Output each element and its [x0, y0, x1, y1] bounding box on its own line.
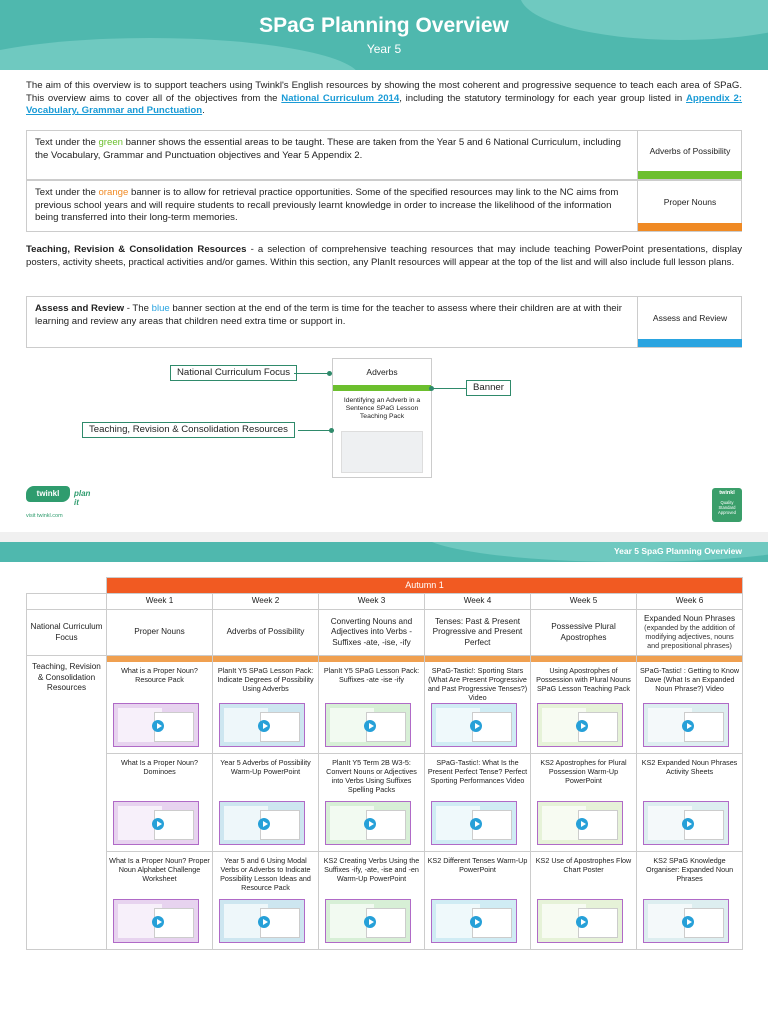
resource-thumbnail[interactable]	[431, 801, 517, 845]
trc-heading: Teaching, Revision & Consolidation Resources	[26, 244, 247, 255]
resource-thumbnail[interactable]	[431, 899, 517, 943]
key-green-box	[26, 130, 742, 180]
corner-cell	[27, 594, 107, 610]
resource-thumbnail[interactable]	[537, 801, 623, 845]
nc-focus-label: National Curriculum Focus	[27, 610, 107, 656]
resources-body	[27, 656, 743, 950]
resource-cell	[425, 754, 531, 852]
play-icon	[576, 720, 588, 732]
callout-nc-focus: National Curriculum Focus	[170, 365, 297, 381]
key-text: - The	[124, 303, 152, 314]
play-icon	[258, 818, 270, 830]
trc-label: Teaching, Revision & Consolidation Resources	[27, 656, 107, 950]
page-title: SPaG Planning Overview	[259, 14, 509, 37]
term-row	[27, 578, 743, 594]
resource-thumbnail[interactable]	[219, 801, 305, 845]
green-banner	[638, 171, 742, 179]
trc-paragraph	[26, 244, 742, 269]
planning-table	[26, 577, 743, 950]
play-icon	[364, 720, 376, 732]
corner-cell	[27, 578, 107, 594]
resource-thumbnail[interactable]	[643, 899, 729, 943]
key-text: Text under the	[35, 137, 99, 148]
play-icon	[152, 916, 164, 928]
resource-title[interactable]: What Is a Proper Noun? Proper Noun Alphabet Challenge Worksheet	[109, 856, 210, 883]
resource-title[interactable]: KS2 Use of Apostrophes Flow Chart Poster	[535, 856, 632, 874]
resource-cell	[531, 852, 637, 950]
resource-title[interactable]: PlanIt Y5 SPaG Lesson Pack: Suffixes -ate -ise -ify	[323, 666, 420, 684]
resource-thumbnail[interactable]	[643, 703, 729, 747]
resource-title[interactable]: KS2 Creating Verbs Using the Suffixes -ify, -ate, -ise and -en Warm-Up PowerPoint	[323, 856, 420, 883]
nc-focus-row	[27, 610, 743, 656]
play-icon	[470, 720, 482, 732]
badge-brand: twinkl	[719, 490, 735, 496]
page-header	[0, 0, 768, 70]
resource-cell	[213, 754, 319, 852]
focus-cell	[531, 610, 637, 656]
example-card-resource: Identifying an Adverb in a Sentence SPaG Lesson Teaching Pack	[343, 397, 421, 421]
resource-cell	[107, 852, 213, 950]
example-card	[332, 358, 432, 478]
key-text: banner shows the essential areas to be taught. These are taken from the Year 5 and 6 National Curriculum, including the Vocabulary, Grammar and Punctuation objectives and Year 5 Appendix 2.	[35, 137, 621, 161]
resource-title[interactable]: PlanIt Y5 Term 2B W3-5: Convert Nouns or Adjectives into Verbs Using Suffixes Spelling Packs	[326, 758, 417, 794]
callout-trc: Teaching, Revision & Consolidation Resources	[82, 422, 295, 438]
key-text: Text under the	[35, 187, 99, 198]
trc-text: - a selection of comprehensive teaching resources that may include teaching PowerPoint presentations, display posters, activity sheets, practical activities and/or games. Within this section, any PlanIt resources will appear at the top of the list and will also include full lesson plans.	[26, 244, 743, 268]
focus-title: Expanded Noun Phrases	[644, 614, 736, 624]
resource-title[interactable]: What Is a Proper Noun? Dominoes	[120, 758, 199, 776]
play-icon	[258, 916, 270, 928]
resource-title[interactable]: SPaG-Tastic! : Getting to Know Dave (What Is an Expanded Noun Phrase?) Video	[639, 666, 740, 693]
blue-word: blue	[151, 303, 170, 314]
week-heading: Week 1	[107, 594, 213, 610]
resource-thumbnail[interactable]	[537, 703, 623, 747]
resource-title[interactable]: PlanIt Y5 SPaG Lesson Pack: Indicate Degrees of Possibility Using Adverbs	[217, 666, 314, 693]
resource-cell	[319, 852, 425, 950]
week-heading: Week 4	[425, 594, 531, 610]
resource-title[interactable]: What is a Proper Noun? Resource Pack	[121, 666, 198, 684]
resource-title[interactable]: SPaG-Tastic!: Sporting Stars (What Are Present Progressive and Past Progressive Tenses?) Video	[427, 666, 528, 702]
connector-dot	[329, 428, 334, 433]
green-word: green	[98, 137, 124, 148]
appendix-2-link[interactable]: Appendix 2: Vocabulary, Grammar and Punctuation	[26, 92, 743, 116]
play-icon	[682, 818, 694, 830]
focus-title: Converting Nouns and Adjectives into Verbs - Suffixes -ate, -ise, -ify	[330, 617, 413, 647]
focus-cell	[213, 610, 319, 656]
play-icon	[470, 916, 482, 928]
resource-cell	[107, 754, 213, 852]
intro-paragraph	[26, 80, 742, 118]
orange-banner	[638, 223, 742, 231]
key-blue-text	[35, 303, 629, 328]
resource-thumbnail[interactable]	[325, 801, 411, 845]
focus-cell	[107, 610, 213, 656]
resource-title[interactable]: Using Apostrophes of Possession with Plural Nouns SPaG Lesson Teaching Pack	[536, 666, 631, 693]
resource-thumbnail[interactable]	[113, 703, 199, 747]
resource-title[interactable]: KS2 Different Tenses Warm-Up PowerPoint	[427, 856, 528, 874]
play-icon	[364, 818, 376, 830]
website-url[interactable]: visit twinkl.com	[26, 513, 63, 519]
resource-cell	[637, 656, 743, 754]
key-orange-box	[26, 180, 742, 232]
resource-thumbnail[interactable]	[219, 703, 305, 747]
twinkl-wordmark: twinkl	[26, 486, 70, 502]
example-card-title: Adverbs	[366, 367, 398, 377]
resource-title[interactable]: KS2 SPaG Knowledge Organiser: Expanded Noun Phrases	[645, 856, 734, 883]
resource-row	[27, 852, 743, 950]
resource-title[interactable]: Year 5 Adverbs of Possibility Warm-Up PowerPoint	[220, 758, 311, 776]
resource-cell	[531, 656, 637, 754]
resource-thumbnail[interactable]	[325, 899, 411, 943]
resource-cell	[319, 656, 425, 754]
key-green-sample	[637, 131, 741, 179]
play-icon	[152, 818, 164, 830]
key-text: banner section at the end of the term is time for the teacher to assess where their children are at with their learning and review any areas that children need extra time or support in.	[35, 303, 622, 327]
intro-text: The aim of this overview is to support teachers using Twinkl's English resources by showing the most coherent and progressive sequence to teach each area of SPaG. This overview aims to cover all of the objectives from the	[26, 80, 742, 104]
intro-text: .	[202, 105, 205, 116]
week-heading: Week 6	[637, 594, 743, 610]
resource-cell	[531, 754, 637, 852]
resource-cell	[425, 656, 531, 754]
example-thumbnail[interactable]	[341, 431, 423, 473]
key-blue-box	[26, 296, 742, 348]
resource-cell	[213, 852, 319, 950]
resource-thumbnail[interactable]	[431, 703, 517, 747]
sample-label: Assess and Review	[652, 313, 728, 323]
resource-thumbnail[interactable]	[113, 899, 199, 943]
page2-header-title: Year 5 SpaG Planning Overview	[613, 546, 742, 556]
resource-thumbnail[interactable]	[325, 703, 411, 747]
resource-cell	[213, 656, 319, 754]
key-blue-sample	[637, 297, 741, 347]
focus-note: (expanded by the addition of modifying adjectives, nouns and prepositional phrases)	[644, 623, 735, 650]
assess-heading: Assess and Review	[35, 303, 125, 314]
resource-title[interactable]: KS2 Apostrophes for Plural Possession Warm-Up PowerPoint	[540, 758, 627, 785]
intro-text: , including the statutory terminology for each year group listed in	[399, 92, 686, 104]
resource-thumbnail[interactable]	[113, 801, 199, 845]
focus-cell	[425, 610, 531, 656]
focus-title: Tenses: Past & Present Progressive and Present Perfect	[432, 617, 523, 647]
blue-banner	[638, 339, 742, 347]
play-icon	[364, 916, 376, 928]
connector-line	[432, 388, 466, 389]
play-icon	[576, 818, 588, 830]
resource-thumbnail[interactable]	[643, 801, 729, 845]
key-orange-sample	[637, 181, 741, 231]
term-heading: Autumn 1	[107, 578, 743, 594]
resource-title[interactable]: Year 5 and 6 Using Modal Verbs or Adverbs to Indicate Possibility Lesson Ideas and Resource Pack	[220, 856, 311, 892]
play-icon	[152, 720, 164, 732]
key-text: banner is to allow for retrieval practice opportunities. Some of the specified resources may link to the NC aims from previous school years and will require students to recall previously learnt knowledge in order to increase the likelihood of the information being transferred into their long-term memories.	[35, 187, 619, 223]
resource-row	[27, 754, 743, 852]
focus-title: Adverbs of Possibility	[226, 627, 305, 637]
play-icon	[470, 818, 482, 830]
week-heading: Week 3	[319, 594, 425, 610]
resource-cell	[425, 852, 531, 950]
page-gap	[0, 532, 768, 542]
sample-label: Adverbs of Possibility	[649, 146, 731, 156]
focus-cell	[319, 610, 425, 656]
resource-cell	[107, 656, 213, 754]
focus-cell	[637, 610, 743, 656]
sample-label: Proper Nouns	[663, 197, 717, 207]
badge-text: Quality Standard Approved	[718, 500, 736, 515]
play-icon	[682, 916, 694, 928]
key-green-text	[35, 137, 629, 162]
resource-title[interactable]: SPaG-Tastic!: What Is the Present Perfect Tense? Perfect Sporting Performances Video	[427, 758, 528, 785]
focus-title: Possessive Plural Apostrophes	[551, 622, 616, 642]
week-row	[27, 594, 743, 610]
resource-cell	[637, 754, 743, 852]
orange-word: orange	[98, 187, 129, 198]
example-green-banner	[333, 385, 431, 391]
callout-banner: Banner	[466, 380, 511, 396]
quality-badge	[712, 488, 742, 522]
play-icon	[258, 720, 270, 732]
national-curriculum-link[interactable]: National Curriculum 2014	[281, 92, 400, 104]
page2-header	[0, 542, 768, 562]
play-icon	[576, 916, 588, 928]
resource-cell	[319, 754, 425, 852]
key-orange-text	[35, 187, 629, 225]
resource-title[interactable]: KS2 Expanded Noun Phrases Activity Sheets	[641, 758, 738, 776]
resource-thumbnail[interactable]	[537, 899, 623, 943]
play-icon	[682, 720, 694, 732]
week-heading: Week 5	[531, 594, 637, 610]
resource-row	[27, 656, 743, 754]
resource-cell	[637, 852, 743, 950]
planit-wordmark: plan it	[74, 489, 91, 507]
week-heading: Week 2	[213, 594, 319, 610]
connector-dot	[429, 386, 434, 391]
focus-title: Proper Nouns	[134, 627, 185, 637]
resource-thumbnail[interactable]	[219, 899, 305, 943]
page-subtitle: Year 5	[366, 42, 402, 56]
